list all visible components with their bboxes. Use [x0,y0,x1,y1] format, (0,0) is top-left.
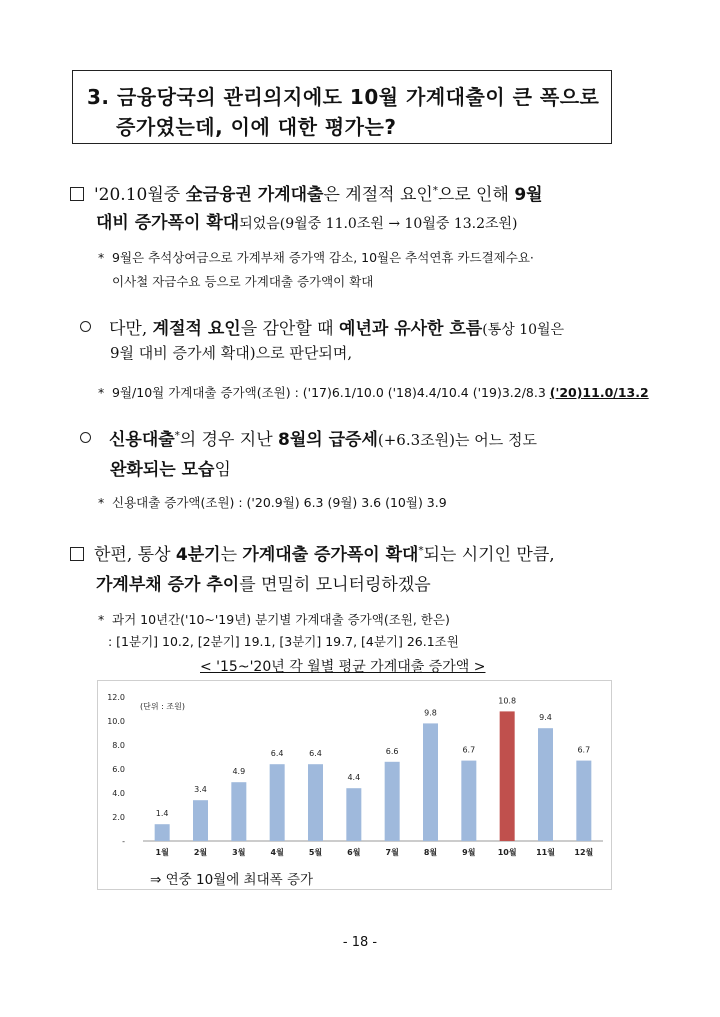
paragraph-2-line-1: 다만, 계절적 요인을 감안할 때 예년과 유사한 흐름(통상 10월은 [80,314,564,339]
chart-frame [97,680,612,890]
y-tick-label: 4.0 [112,789,125,798]
chart-footnote: ⇒ 연중 10월에 최대폭 증가 [150,872,314,888]
data-label: 9.8 [424,708,437,718]
square-bullet-icon [70,187,84,201]
data-label: 3.4 [194,785,207,795]
x-tick-label: 10월 [497,848,517,857]
bar [500,711,515,841]
y-tick-label: 8.0 [112,741,125,750]
data-label: 6.4 [309,749,322,759]
bar [538,728,553,841]
data-label: 6.6 [385,746,399,756]
paragraph-2-line-2: 9월 대비 증가세 확대)으로 판단되며, [110,344,353,362]
paragraph-1-line-1: '20.10월중 全금융권 가계대출은 계절적 요인*으로 인해 9월 [70,180,543,205]
y-tick-label: 6.0 [112,765,125,774]
paragraph-4-line-1: 한편, 통상 4분기는 가계대출 증가폭이 확대*되는 시기인 만큼, [70,540,555,565]
bar [193,800,208,841]
x-tick-label: 5월 [308,848,323,857]
data-label: 4.9 [232,767,246,777]
x-tick-label: 4월 [270,848,284,857]
square-bullet-icon [70,547,84,561]
bar [155,824,170,841]
bar [385,762,400,841]
paragraph-1-line-2: 대비 증가폭이 확대되었음(9월중 11.0조원 → 10월중 13.2조원) [96,213,518,233]
x-tick-label: 6월 [347,848,361,857]
bar-chart [98,681,611,889]
bar [231,782,246,841]
x-tick-label: 12월 [574,848,594,857]
paragraph-1-note-line-2: 이사철 자금수요 등으로 가계대출 증가액이 확대 [112,274,374,289]
bar [308,764,323,841]
y-tick-label: - [122,837,125,846]
x-tick-label: 9월 [462,848,476,857]
data-label: 10.8 [498,696,517,706]
bar [346,788,361,841]
y-tick-label: 10.0 [107,717,125,726]
paragraph-3-line-1: 신용대출*의 경우 지난 8월의 급증세(+6.3조원)는 어느 정도 [80,425,537,450]
circle-bullet-icon [80,321,91,332]
paragraph-4-note-line-1: * 과거 10년간('10~'19년) 분기별 가계대출 증가액(조원, 한은) [98,612,450,627]
x-tick-label: 11월 [536,848,555,857]
unit-label: (단위 : 조원) [140,702,185,711]
x-tick-label: 1월 [155,848,169,857]
data-label: 6.4 [270,749,284,759]
bar [270,764,285,841]
x-tick-label: 3월 [232,848,246,857]
question-box [72,70,612,144]
paragraph-3-note: * 신용대출 증가액(조원) : ('20.9월) 6.3 (9월) 3.6 (10월) 3.9 [98,495,447,510]
question-line-1: 3. 금융당국의 관리의지에도 10월 가계대출이 큰 폭으로 [87,85,600,109]
paragraph-4-line-2: 가계부채 증가 추이를 면밀히 모니터링하겠음 [96,575,431,595]
bar [423,723,438,841]
data-label: 6.7 [577,745,591,755]
y-tick-label: 12.0 [107,693,125,702]
bar [461,761,476,841]
data-label: 1.4 [155,809,169,819]
bar [576,761,591,841]
y-tick-label: 2.0 [112,813,125,822]
paragraph-2-note: * 9월/10월 가계대출 증가액(조원) : ('17)6.1/10.0 ('18)4.4/10.4 ('19)3.2/8.3 ('20)11.0/13.2 [98,385,649,400]
paragraph-3-line-2: 완화되는 모습임 [110,460,231,480]
paragraph-4-note-line-2: : [1분기] 10.2, [2분기] 19.1, [3분기] 19.7, [4분기] 26.1조원 [108,634,459,649]
x-tick-label: 2월 [193,848,208,857]
question-line-2: 증가였는데, 이에 대한 평가는? [116,115,397,139]
page-number: - 18 - [342,935,378,950]
data-label: 9.4 [539,713,552,723]
chart-title: < '15~'20년 각 월별 평균 가계대출 증가액 > [200,659,486,675]
data-label: 6.7 [462,745,476,755]
x-tick-label: 8월 [423,848,438,857]
x-tick-label: 7월 [385,848,399,857]
data-label: 4.4 [347,773,361,783]
paragraph-1-note-line-1: * 9월은 추석상여금으로 가계부채 증가액 감소, 10월은 추석연휴 카드결제수요· [98,250,534,265]
circle-bullet-icon [80,432,91,443]
